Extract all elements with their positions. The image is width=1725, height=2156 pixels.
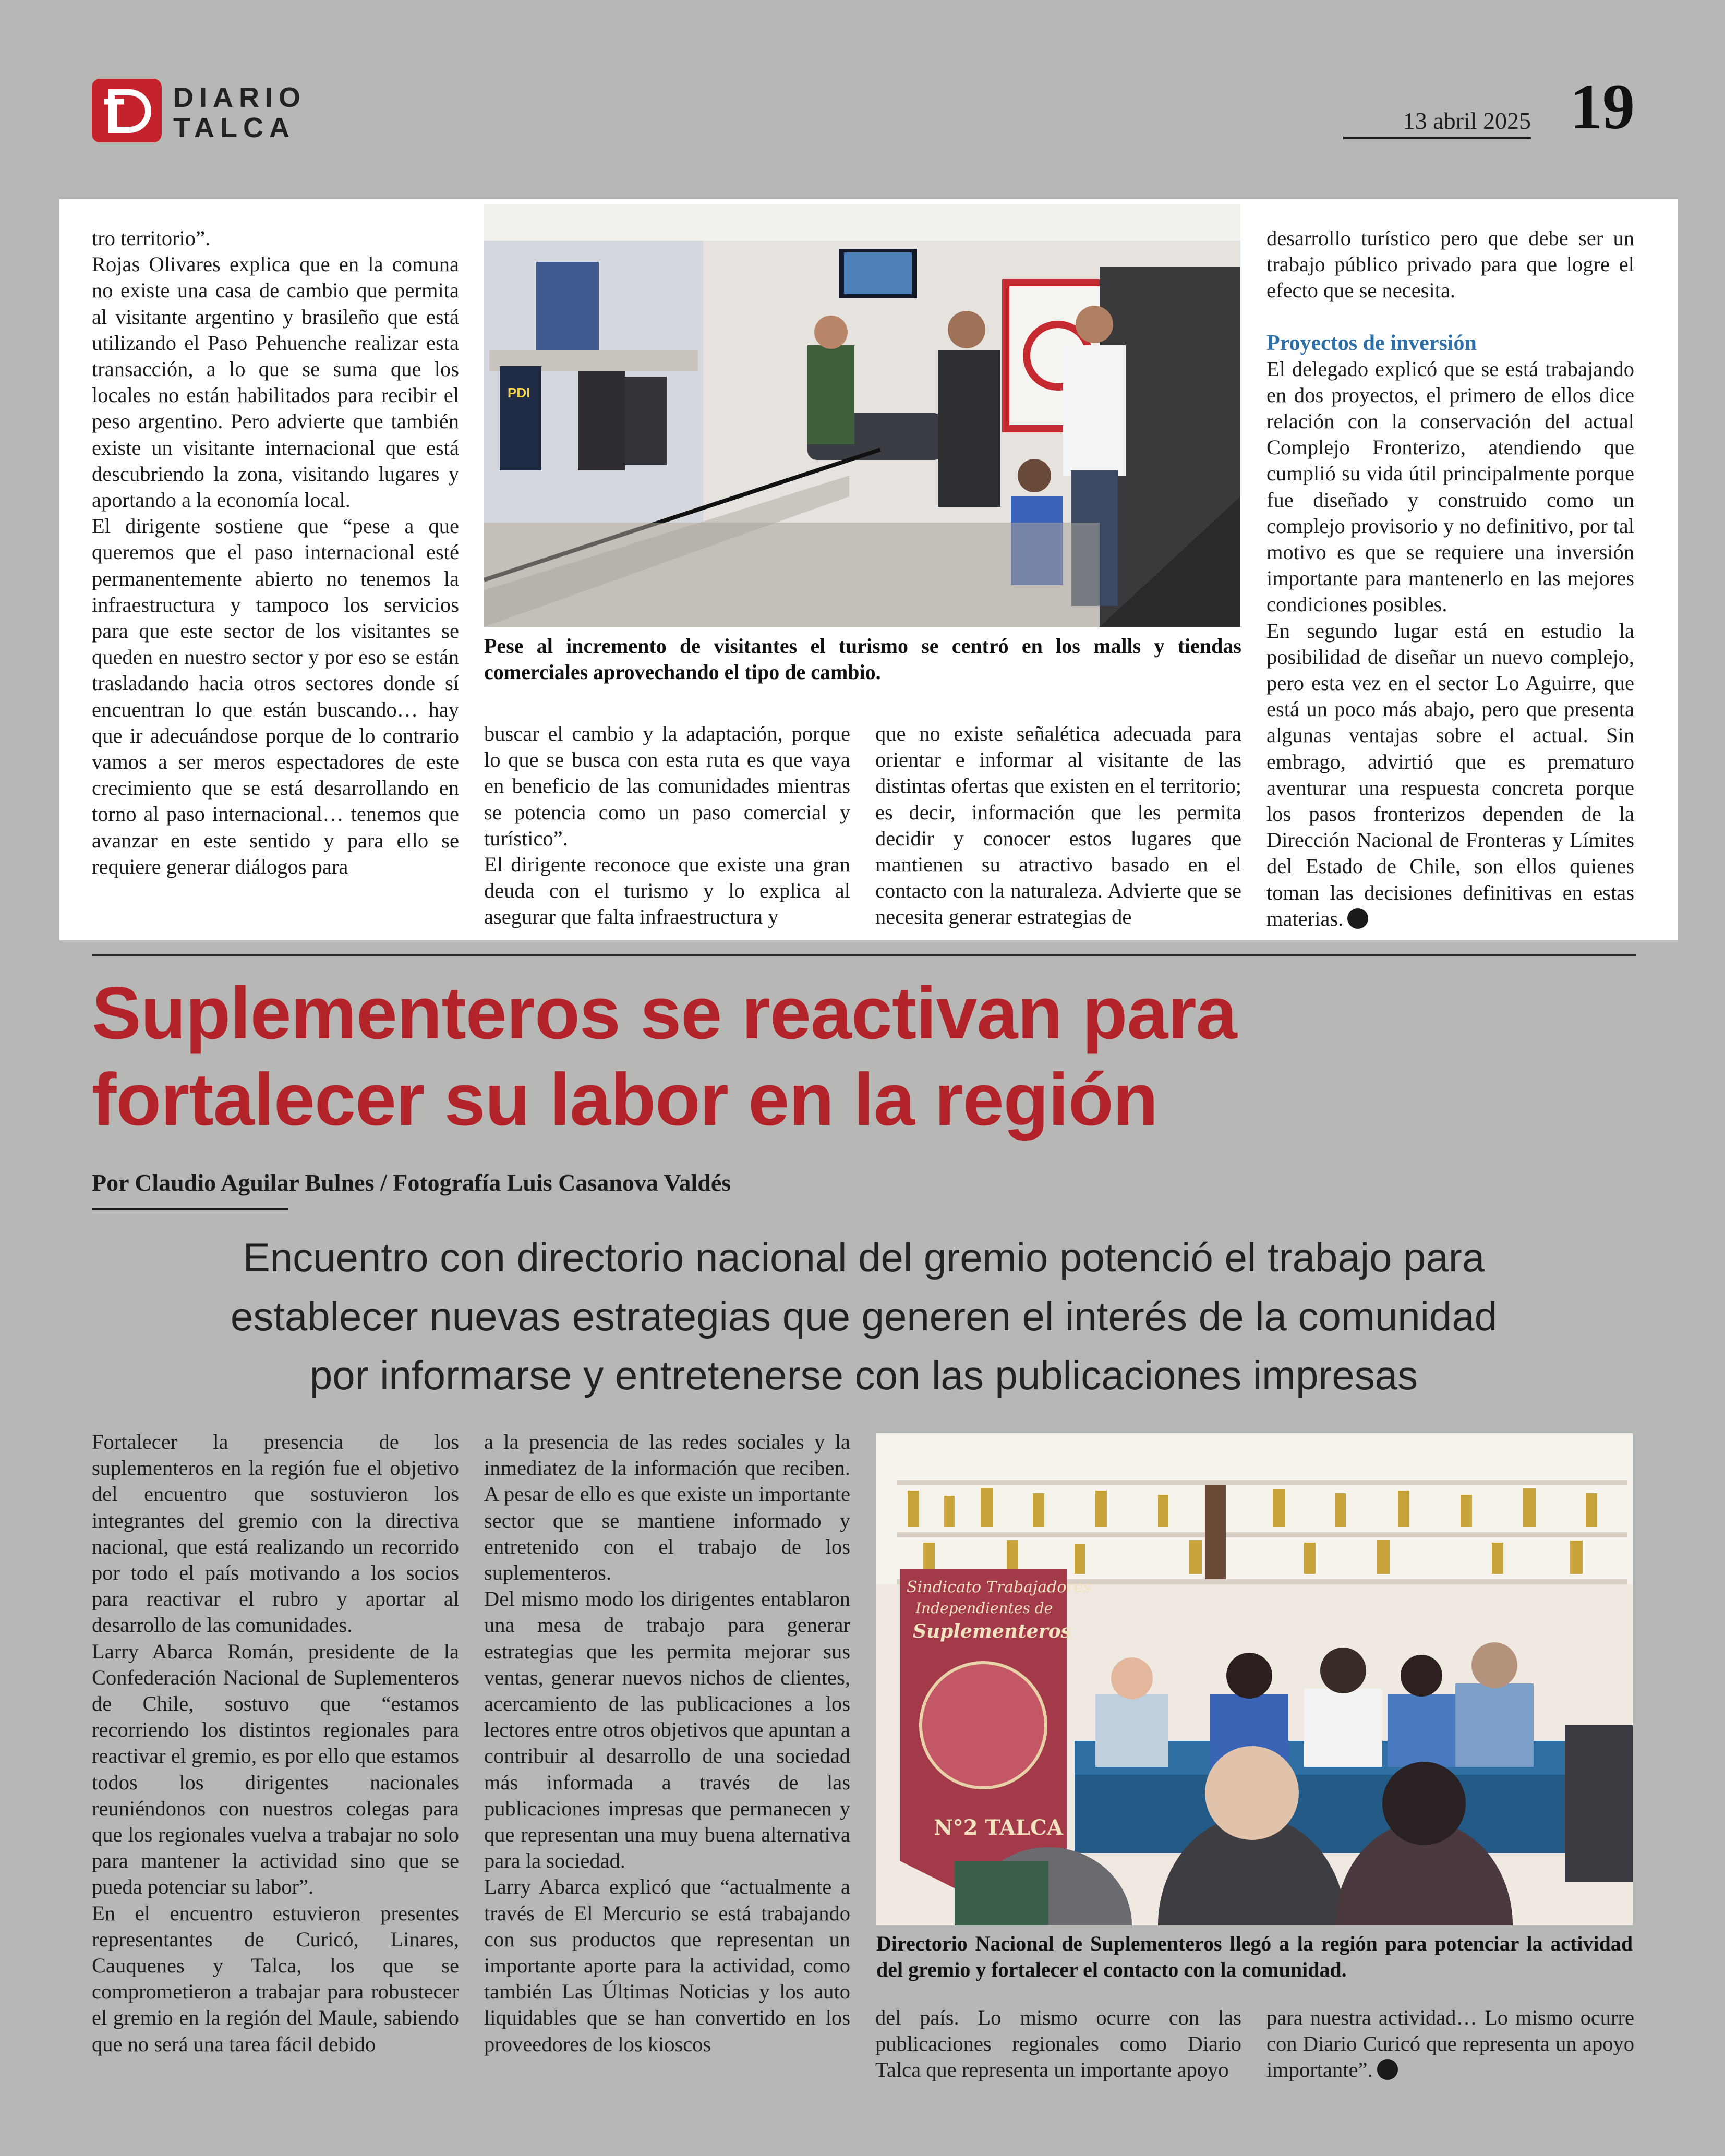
article-deck xyxy=(92,1228,1636,1405)
top-article-column-1 xyxy=(92,225,459,880)
deck-line-3: por informarse y entretenerse con las publicaciones impresas xyxy=(309,1352,1418,1398)
paragraph: tro territorio”. xyxy=(92,226,211,250)
issue-date: 13 abril 2025 xyxy=(1343,107,1531,139)
paragraph: del país. Lo mismo ocurre con las publicaciones regionales como Diario Talca que representa un importante apoyo xyxy=(875,2006,1241,2082)
paragraph: Larry Abarca explicó que “actualmente a través de El Mercurio se está trabajando con sus productos que representan un importante aporte para la actividad, como también Las Últimas Noticias y los auto liquidables que se han convertido en los proveedores de los kioscos xyxy=(484,1875,850,2056)
byline-underline xyxy=(92,1208,288,1210)
paragraph: Larry Abarca Román, presidente de la Confederación Nacional de Suplementeros de Chile, sostuvo que “estamos recorriendo los distintos regionales para reactivar el gremio, es por ello que estamos todos los dirigentes nacionales reuniéndonos con nuestros colegas para que los regionales vuelva a trabajar no solo para mantener la actividad sino que se pueda potenciar su labor”. xyxy=(92,1639,459,1899)
section-divider xyxy=(92,954,1636,956)
suplementeros-meeting-photo xyxy=(876,1433,1633,1925)
top-photo-caption: Pese al incremento de visitantes el turismo se centró en los malls y tiendas comerciales aprovechando el tipo de cambio. xyxy=(484,634,1241,684)
paragraph xyxy=(1266,2005,1634,2084)
paragraph: Del mismo modo los dirigentes entablaron una mesa de trabajo para generar estrategias que les permita mejorar sus ventas, generar nuevos nichos de clientes, acercamiento de las publicaciones a los lectores entre otros objetivos que apuntan a contribuir al desarrollo de una sociedad más informada a través de las publicaciones impresas que permanecen y que representan una muy buena alternativa para la sociedad. xyxy=(484,1587,850,1873)
top-article-column-3 xyxy=(875,721,1241,930)
paragraph: Fortalecer la presencia de los suplementeros en la región fue el objetivo del encuentro que sostuvieron los integrantes del gremio con la directiva nacional, que está realizando un recorrido por todo el país motivando a los socios para reactivar el rubro y aportar al desarrollo de las comunidades. xyxy=(92,1430,459,1637)
border-complex-photo xyxy=(484,204,1240,627)
banner-line-3: Suplementeros xyxy=(913,1620,1071,1642)
banner-line-4: N°2 TALCA xyxy=(934,1815,1063,1840)
main-article-column-3 xyxy=(875,2005,1241,2084)
end-of-article-icon xyxy=(1377,2059,1398,2080)
masthead-line-1: DIARIO xyxy=(173,82,306,113)
top-article-column-4 xyxy=(1266,225,1634,932)
paragraph: Rojas Olivares explica que en la comuna no existe una casa de cambio que permita al visitante argentino y brasileño que está utilizando el Paso Pehuenche realizar esta transacción, a lo que se suma que los locales no están habilitados para recibir el peso argentino. Pero advierte que también existe un visitante internacional que está descubriendo la zona, visitando lugares y aportando a la economía local. xyxy=(92,252,459,512)
headline-line-1: Suplementeros se reactivan para xyxy=(92,972,1237,1055)
banner-line-1: Sindicato Trabajadores xyxy=(907,1578,1091,1596)
paragraph: El dirigente sostiene que “pese a que queremos que el paso internacional esté permanentemente abierto no tenemos la infraestructura y tampoco los servicios para que este sector de los visitantes se queden en nuestro sector y por eso se están trasladando hacia otros sectores donde sí encuentran lo que están buscando… hay que ir adecuándose porque de lo contrario vamos a ser meros espectadores de este crecimiento que se está desarrollando en torno al paso internacional… tenemos que avanzar en este sentido y para ello se requiere generar diálogos para xyxy=(92,514,459,878)
deck-line-1: Encuentro con directorio nacional del gremio potenció el trabajo para xyxy=(243,1234,1485,1280)
paragraph-text: En segundo lugar está en estudio la posibilidad de diseñar un nuevo complejo, pero esta vez en el sector Lo Aguirre, que está un poco más abajo, pero que presenta algunas ventajas sobre el actual. Sin embrago, advirtió que es prematuro aventurar una respuesta concreta porque los pasos fronterizos dependen de la Dirección Nacional de Fronteras y Límites del Estado de Chile, son ellos quienes toman las decisiones definitivas en estas materias. xyxy=(1266,619,1634,930)
paragraph: desarrollo turístico pero que debe ser un trabajo público privado para que logre el efecto que se necesita. xyxy=(1266,226,1634,302)
byline: Por Claudio Aguilar Bulnes / Fotografía Luis Casanova Valdés xyxy=(92,1169,731,1196)
paragraph: buscar el cambio y la adaptación, porque lo que se busca con esta ruta es que vaya en beneficio de las comunidades mientras se potencia como un paso comercial y turístico”. xyxy=(484,722,850,850)
paragraph: El dirigente reconoce que existe una gran deuda con el turismo y lo explica al asegurar que falta infraestructura y xyxy=(484,853,850,929)
end-of-article-icon xyxy=(1347,908,1368,929)
paragraph-text: para nuestra actividad… Lo mismo ocurre con Diario Curicó que representa un apoyo importante”. xyxy=(1266,2006,1634,2082)
banner-line-2: Independientes de xyxy=(915,1600,1053,1617)
main-photo-caption: Directorio Nacional de Suplementeros llegó a la región para potenciar la actividad del gremio y fortalecer el contacto con la comunidad. xyxy=(876,1932,1633,1981)
paragraph: a la presencia de las redes sociales y la inmediatez de la información que reciben. A pesar de ello es que existe un importante sector que se mantiene informado y entretenido con el trabajo de los suplementeros. xyxy=(484,1430,850,1585)
main-article-column-1 xyxy=(92,1429,459,2057)
paragraph: El delegado explicó que se está trabajando en dos proyectos, el primero de ellos dice relación con la conservación del actual Complejo Fronterizo, atendiendo que cumplió su vida útil principalmente porque fue diseñado y construido como un complejo provisorio y no definitivo, por tal motivo es que se requiere una inversión importante para mantenerlo en las mejores condiciones posibles. xyxy=(1266,357,1634,616)
pdi-vest-label: PDI xyxy=(508,385,530,401)
page-number: 19 xyxy=(1570,71,1635,142)
headline-line-2: fortalecer su labor en la región xyxy=(92,1058,1158,1141)
section-subhead: Proyectos de inversión xyxy=(1266,331,1477,355)
top-article-column-2 xyxy=(484,721,850,930)
diario-talca-logo-icon xyxy=(92,79,162,142)
masthead-line-2: TALCA xyxy=(173,112,295,143)
paragraph: que no existe señalética adecuada para orientar e informar al visitante de las distintas ofertas que existen en el territorio; es decir, información que les permita decidir y conocer estos lugares que mantienen su atractivo basado en el contacto con la naturaleza. Advierte que se necesita generar estrategias de xyxy=(875,722,1241,929)
paragraph: En el encuentro estuvieron presentes representantes de Curicó, Linares, Cauquenes y Talca, los que se comprometieron a trabajar para robustecer el gremio en la región del Maule, sabiendo que no será una tarea fácil debido xyxy=(92,1901,459,2056)
masthead-wordmark xyxy=(173,82,306,143)
paragraph xyxy=(1266,618,1634,932)
deck-line-2: establecer nuevas estrategias que generen el interés de la comunidad xyxy=(230,1293,1498,1339)
article-headline xyxy=(92,970,1636,1143)
main-article-column-4 xyxy=(1266,2005,1634,2084)
main-article-column-2 xyxy=(484,1429,850,2057)
